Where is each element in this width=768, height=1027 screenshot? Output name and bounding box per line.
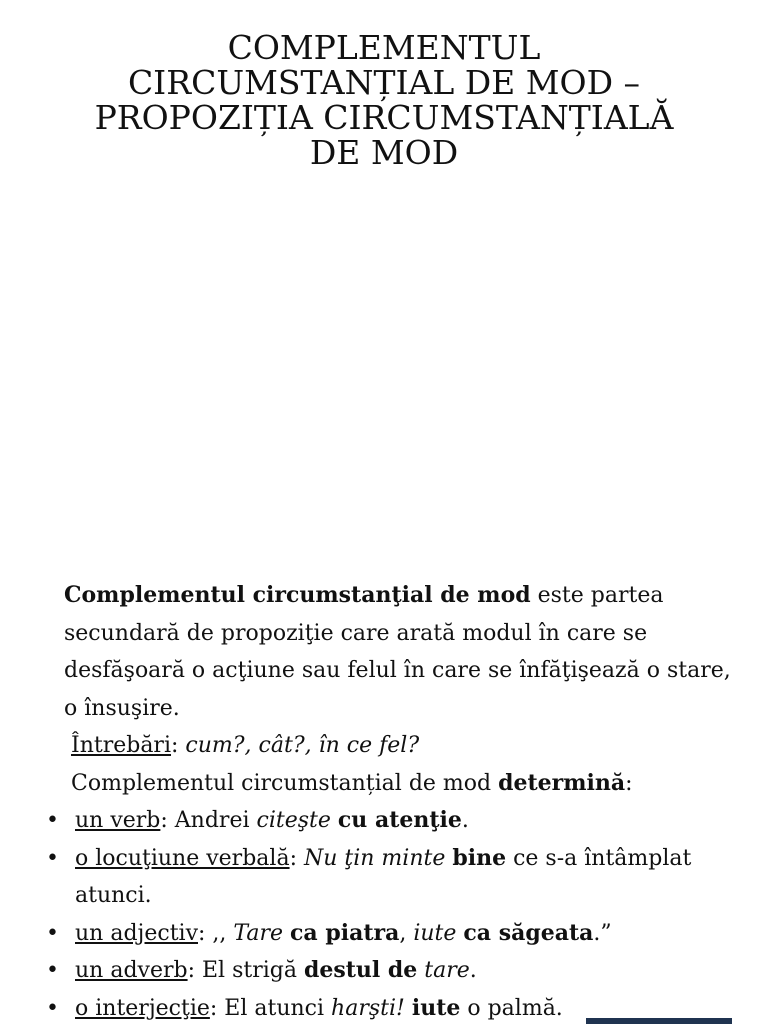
document-title — [40, 30, 728, 170]
bullet-icon: • — [46, 952, 59, 990]
bullet-icon: • — [46, 990, 59, 1027]
bullet-verbal-locution: • o locuţiune verbală: Nu ţin minte bine ce s-a întâmplat atunci. — [46, 840, 736, 915]
title-line-1: COMPLEMENTUL — [40, 30, 728, 65]
questions-text: cum?, cât?, în ce fel? — [185, 733, 419, 758]
definition-text: este partea secundară de propoziţie care arată modul în care se desfăşoară o acţiune sau felul în care se înfăţişează o stare, o însuşire. — [64, 583, 731, 721]
bullet-icon: • — [46, 840, 59, 878]
bullet-adverb: • un adverb: El strigă destul de tare. — [46, 952, 736, 990]
questions-label: Întrebări — [71, 733, 171, 758]
bullet-label: o locuţiune verbală — [75, 846, 290, 871]
defined-term: Complementul circumstanţial de mod — [64, 582, 531, 608]
title-line-3: PROPOZIȚIA CIRCUMSTANȚIALĂ — [40, 100, 728, 135]
page-corner-bar — [586, 1018, 732, 1024]
questions-line: Întrebări: cum?, cât?, în ce fel? — [46, 727, 736, 765]
determines-bold: determină — [498, 770, 625, 796]
title-line-4: DE MOD — [40, 135, 728, 170]
determines-line: Complementul circumstanțial de mod determină: — [46, 765, 736, 803]
bullet-verb: • un verb: Andrei citeşte cu atenţie. — [46, 802, 736, 840]
bullet-icon: • — [46, 802, 59, 840]
document-body — [46, 577, 736, 1027]
bullet-icon: • — [46, 915, 59, 953]
bullet-label: un adverb — [75, 958, 188, 983]
bullet-adjective: • un adjectiv: ,, Tare ca piatra, iute ca săgeata.” — [46, 915, 736, 953]
bullet-interjection: • o interjecţie: El atunci harşti! iute o palmă. — [46, 990, 736, 1027]
bullet-label: o interjecţie — [75, 996, 210, 1021]
bullet-label: un verb — [75, 808, 160, 833]
definition-paragraph — [46, 577, 736, 727]
title-line-2: CIRCUMSTANȚIAL DE MOD – — [40, 65, 728, 100]
bullet-label: un adjectiv — [75, 921, 198, 946]
